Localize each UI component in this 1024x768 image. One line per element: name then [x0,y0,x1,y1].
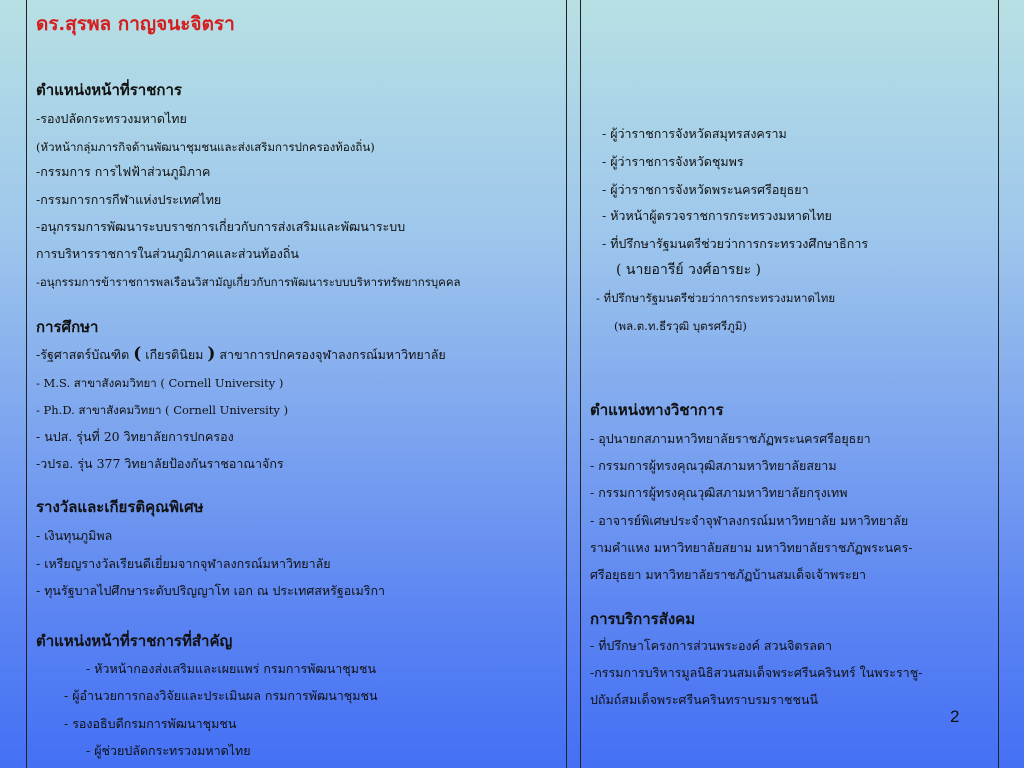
key-position-item: - รองอธิบดีกรมการพัฒนาชุมชน [64,716,237,731]
award-item: - ทุนรัฐบาลไปศึกษาระดับปริญญาโท เอก ณ ประเทศสหรัฐอเมริกา [36,583,386,598]
degree-honor: เกียรตินิยม [145,347,204,362]
social-item: - ที่ปรึกษาโครงการส่วนพระองค์ สวนจิตรลดา [590,638,833,653]
position-cont-item: - ผู้ว่าราชการจังหวัดชุมพร [602,154,744,169]
academic-item: ศรีอยุธยา มหาวิทยาลัยราชภัฏบ้านสมเด็จเจ้าพระยา [590,567,867,582]
position-cont-item: (พล.ต.ท.ธีรวุฒิ บุตรศรีภูมิ) [614,319,747,333]
gov-position-item: การบริหารราชการในส่วนภูมิภาคและส่วนท้องถิ่น [36,246,299,261]
academic-heading: ตำแหน่งทางวิชาการ [590,401,724,419]
degree-close-paren: ) [207,344,216,364]
gov-position-item: (หัวหน้ากลุ่มภารกิจด้านพัฒนาชุมชนและส่งเสริมการปกครองท้องถิ่น) [36,140,375,154]
education-item: - Ph.D. สาขาสังคมวิทยา ( Cornell University ) [36,403,289,417]
award-item: - เหรียญรางวัลเรียนดีเยี่ยมจากจุฬาลงกรณ์มหาวิทยาลัย [36,556,331,571]
position-cont-item: - ผู้ว่าราชการจังหวัดพระนครศรีอยุธยา [602,182,809,197]
academic-item: - อาจารย์พิเศษประจำจุฬาลงกรณ์มหาวิทยาลัย มหาวิทยาลัย [590,513,909,528]
position-cont-item: - ที่ปรึกษารัฐมนตรีช่วยว่าการกระทรวงศึกษาธิการ [602,236,869,251]
gov-position-item: -รองปลัดกระทรวงมหาดไทย [36,111,187,126]
education-item: - นปส. รุ่นที่ 20 วิทยาลัยการปกครอง [36,429,234,444]
position-cont-item: - ผู้ว่าราชการจังหวัดสมุทรสงคราม [602,126,787,141]
page-number: 2 [950,707,960,726]
gov-position-item: -อนุกรรมการพัฒนาระบบราชการเกี่ยวกับการส่งเสริมและพัฒนาระบบ [36,219,406,234]
degree-prefix: -รัฐศาสตร์บัณฑิต [36,347,130,362]
social-item: -กรรมการบริหารมูลนิธิสวนสมเด็จพระศรีนครินทร์ ในพระราชู- [590,665,923,680]
social-item: ปถัมถ์สมเด็จพระศรีนครินทราบรมราชชนนี [590,692,819,707]
degree-suffix: สาขาการปกครองจุฬาลงกรณ์มหาวิทยาลัย [219,347,446,362]
academic-item: - อุปนายกสภามหาวิทยาลัยราชภัฏพระนครศรีอยุธยา [590,431,871,446]
gov-position-item: -กรรมการ การไฟฟ้าส่วนภูมิภาค [36,164,211,179]
position-cont-item: ( นายอารีย์ วงศ์อารยะ ) [616,262,761,278]
key-position-item: - ผู้ช่วยปลัดกระทรวงมหาดไทย [86,743,251,758]
education-degree [36,346,446,363]
education-heading: การศึกษา [36,318,99,336]
education-item: -วปรอ. รุ่น 377 วิทยาลัยป้องกันราชอาณาจักร [36,456,284,471]
social-heading: การบริการสังคม [590,610,696,628]
degree-open-paren: ( [133,344,142,364]
key-positions-heading: ตำแหน่งหน้าที่ราชการที่สำคัญ [36,632,233,650]
education-item: - M.S. สาขาสังคมวิทยา ( Cornell University ) [36,376,284,390]
key-position-item: - ผู้อำนวยการกองวิจัยและประเมินผล กรมการพัฒนาชุมชน [64,688,378,703]
awards-heading: รางวัลและเกียรติคุณพิเศษ [36,498,204,516]
position-cont-item: - หัวหน้าผู้ตรวจราชการกระทรวงมหาดไทย [602,208,832,223]
gov-position-item: -กรรมการการกีฬาแห่งประเทศไทย [36,192,222,207]
academic-item: - กรรมการผู้ทรงคุณวุฒิสภามหาวิทยาลัยกรุงเทพ [590,485,848,500]
award-item: - เงินทุนภูมิพล [36,528,113,543]
position-cont-item: - ที่ปรึกษารัฐมนตรีช่วยว่าการกระทรวงมหาดไทย [596,291,836,305]
academic-item: - กรรมการผู้ทรงคุณวุฒิสภามหาวิทยาลัยสยาม [590,458,837,473]
key-position-item: - หัวหน้ากองส่งเสริมและเผยแพร่ กรมการพัฒนาชุมชน [86,661,377,676]
academic-item: รามคำแหง มหาวิทยาลัยสยาม มหาวิทยาลัยราชภัฏพระนคร- [590,540,913,555]
person-name: ดร.สุรพล กาญจนะจิตรา [36,13,235,35]
gov-position-item: -อนุกรรมการข้าราชการพลเรือนวิสามัญเกี่ยวกับการพัฒนาระบบบริหารทรัพยากรบุคคล [36,275,461,289]
gov-positions-heading: ตำแหน่งหน้าที่ราชการ [36,81,182,99]
